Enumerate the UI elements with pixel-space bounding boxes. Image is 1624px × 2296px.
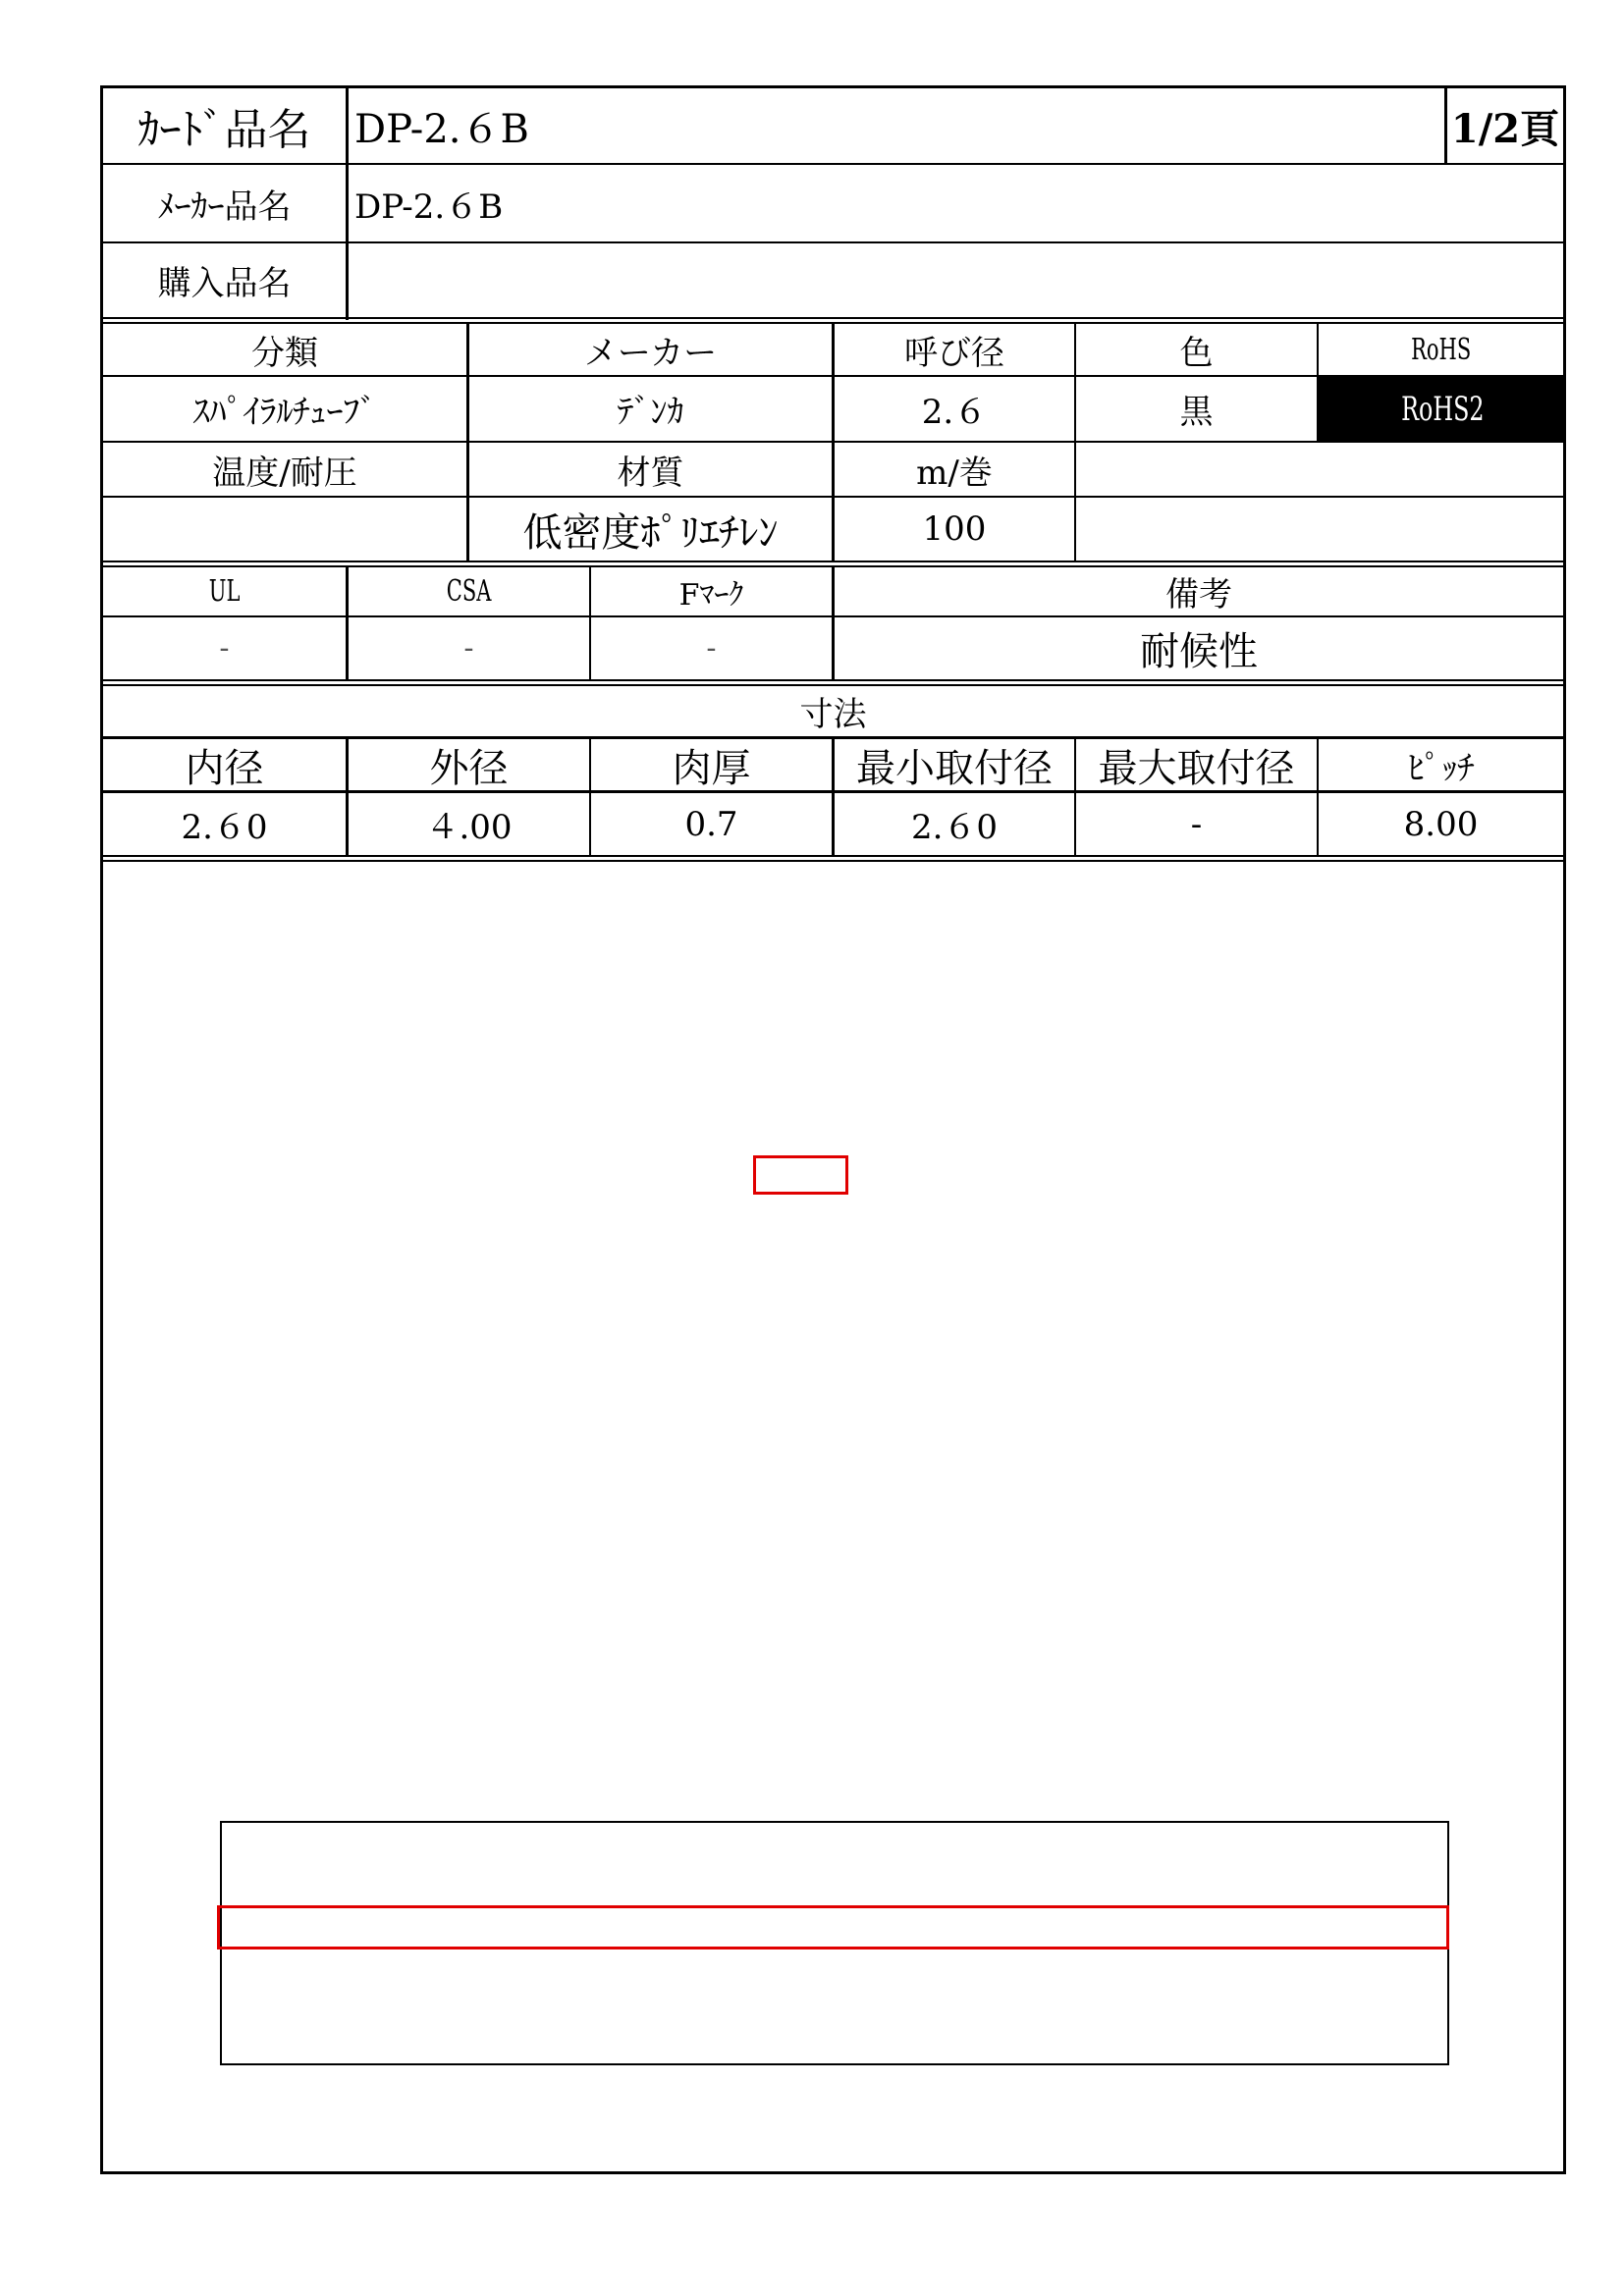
ul-value-text: - [219, 631, 230, 666]
wall-thickness-header-text: 肉厚 [672, 745, 751, 791]
ul-value [103, 617, 346, 679]
red-marker-band [217, 1905, 1449, 1949]
wall-thickness-value [591, 793, 832, 855]
min-mounting-diameter-value [835, 793, 1074, 855]
rohs-label-text: RoHS [1410, 332, 1472, 367]
purchase-name-label [103, 243, 346, 317]
ul-label-text: UL [208, 574, 241, 609]
color-value-text: 黒 [1179, 393, 1214, 432]
min-mounting-diameter-header [835, 739, 1074, 790]
card-name-value-text: DP-2.６B [354, 106, 529, 152]
inner-diameter-header [103, 739, 346, 790]
meters-per-roll-value-text: 100 [922, 509, 987, 549]
max-mounting-diameter-header-text: 最大取付径 [1098, 745, 1295, 791]
ul-label [103, 567, 346, 615]
dimensions-title-text: 寸法 [799, 695, 867, 734]
wall-thickness-value-text: 0.7 [684, 804, 738, 844]
page-number-text: 1/2頁 [1450, 105, 1560, 152]
inner-diameter-header-text: 内径 [185, 745, 264, 791]
color-value [1076, 377, 1317, 441]
rohs-label [1319, 324, 1563, 375]
rohs-value-text: RoHS2 [1400, 389, 1485, 429]
pitch-header [1319, 739, 1563, 790]
nominal-diameter-label-text: 呼び径 [904, 333, 1004, 373]
meters-per-roll-label [835, 443, 1074, 496]
page-number [1447, 88, 1563, 163]
nominal-diameter-value-text: 2.６ [921, 393, 988, 432]
f-mark-value [591, 617, 832, 679]
f-mark-label-text: Fﾏｰｸ [678, 577, 744, 613]
color-label [1076, 324, 1317, 375]
max-mounting-diameter-header [1076, 739, 1317, 790]
outer-diameter-value-text: ４.00 [425, 808, 513, 847]
maker-label-text: メーカー [583, 333, 718, 373]
classification-label [103, 324, 466, 375]
min-mounting-diameter-header-text: 最小取付径 [856, 745, 1053, 791]
f-mark-label [591, 567, 832, 615]
maker-name-value [349, 165, 1563, 241]
csa-label-text: CSA [446, 574, 492, 609]
wall-thickness-header [591, 739, 832, 790]
temperature-pressure-label-text: 温度/耐圧 [212, 453, 357, 493]
inner-diameter-value-text: 2.６0 [181, 808, 268, 847]
maker-name-value-text: DP-2.６B [354, 187, 504, 227]
f-mark-value-text: - [706, 631, 717, 666]
nominal-diameter-value [835, 377, 1074, 441]
maker-value-text: ﾃﾞﾝｶ [617, 393, 684, 432]
csa-value [349, 617, 589, 679]
outer-diameter-header [349, 739, 589, 790]
dimensions-title [103, 686, 1563, 736]
csa-label [349, 567, 589, 615]
color-label-text: 色 [1179, 333, 1214, 373]
classification-value-text: ｽﾊﾟｲﾗﾙﾁｭｰﾌﾞ [192, 393, 377, 432]
remarks-value-text: 耐候性 [1140, 629, 1258, 674]
maker-value [469, 377, 832, 441]
card-name-value [349, 88, 1444, 163]
nominal-diameter-label [835, 324, 1074, 375]
maker-name-label-text: ﾒｰｶｰ品名 [157, 187, 292, 227]
red-marker-small [753, 1155, 848, 1195]
material-value [469, 498, 832, 561]
maker-label [469, 324, 832, 375]
material-label [469, 443, 832, 496]
card-name-label-text: ｶｰﾄﾞ品名 [137, 105, 311, 155]
temperature-pressure-label [103, 443, 466, 496]
remarks-label [835, 567, 1563, 615]
purchase-name-value [349, 243, 1563, 317]
temperature-pressure-value [103, 498, 466, 561]
max-mounting-diameter-value [1076, 793, 1317, 855]
purchase-name-label-text: 購入品名 [157, 264, 292, 303]
classification-value [103, 377, 466, 441]
min-mounting-diameter-value-text: 2.６0 [910, 808, 999, 847]
classification-label-text: 分類 [251, 333, 318, 373]
inner-diameter-value [103, 793, 346, 855]
remarks-value [835, 617, 1563, 679]
rohs-value [1319, 377, 1566, 441]
max-mounting-diameter-value-text: - [1190, 804, 1203, 844]
remarks-label-text: 備考 [1165, 575, 1232, 614]
outer-diameter-header-text: 外径 [429, 745, 509, 791]
pitch-value-text: 8.00 [1403, 804, 1479, 844]
maker-name-label [103, 165, 346, 241]
csa-value-text: - [463, 631, 474, 666]
material-label-text: 材質 [617, 453, 684, 493]
outer-diameter-value [349, 793, 589, 855]
material-value-text: 低密度ﾎﾟﾘｴﾁﾚﾝ [522, 509, 779, 556]
pitch-header-text: ﾋﾟｯﾁ [1407, 748, 1475, 788]
pitch-value [1319, 793, 1563, 855]
card-name-label [103, 88, 346, 163]
meters-per-roll-label-text: m/巻 [916, 453, 993, 493]
meters-per-roll-value [835, 498, 1074, 561]
